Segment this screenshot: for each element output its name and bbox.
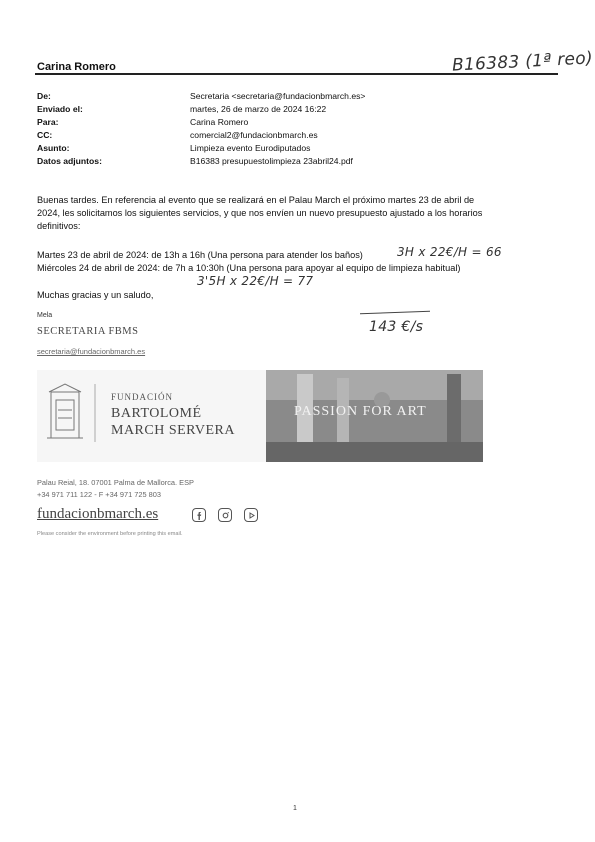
handwritten-underline bbox=[360, 311, 430, 314]
meta-value-to: Carina Romero bbox=[190, 117, 249, 127]
body-intro-line-2: 2024, les solicitamos los siguientes servicios, y que nos envíen un nuevo presupuesto ajustado a los horarios bbox=[37, 208, 483, 218]
footer-website-link[interactable]: fundacionbmarch.es bbox=[37, 506, 159, 522]
meta-label-cc: CC: bbox=[37, 130, 53, 140]
service-1-handwritten-note: 3H x 22€/H = 66 bbox=[397, 245, 502, 259]
meta-value-attachments[interactable]: B16383 presupuestolimpieza 23abril24.pdf bbox=[190, 156, 353, 166]
meta-value-subject: Limpieza evento Eurodiputados bbox=[190, 143, 311, 153]
handwritten-reference: B16383 (1ª reo) bbox=[451, 48, 594, 76]
body-intro-line-3: definitivos: bbox=[37, 221, 81, 231]
footer-address: Palau Reial, 18. 07001 Palma de Mallorca. ESP bbox=[37, 478, 194, 487]
signature-department: SECRETARIA FBMS bbox=[37, 326, 139, 337]
service-2-handwritten-note: 3'5H x 22€/H = 77 bbox=[197, 274, 314, 288]
meta-value-from: Secretaria <secretaria@fundacionbmarch.es> bbox=[190, 91, 366, 101]
meta-label-to: Para: bbox=[37, 117, 59, 127]
signature-name: Mela bbox=[37, 312, 53, 319]
header-rule bbox=[35, 73, 558, 75]
banner-label-line-2: MARCH SERVERA bbox=[111, 423, 236, 438]
service-line-1: Martes 23 de abril de 2024: de 13h a 16h (Una persona para atender los baños) bbox=[37, 250, 363, 260]
signature-email-link[interactable]: secretaria@fundacionbmarch.es bbox=[37, 347, 146, 356]
meta-value-sent: martes, 26 de marzo de 2024 16:22 bbox=[190, 104, 327, 114]
meta-value-cc: comercial2@fundacionbmarch.es bbox=[190, 130, 318, 140]
meta-label-sent: Enviado el: bbox=[37, 104, 83, 114]
banner-label-line-1: BARTOLOMÉ bbox=[111, 406, 202, 421]
meta-label-attachments: Datos adjuntos: bbox=[37, 156, 102, 166]
banner-slogan: PASSION FOR ART bbox=[294, 404, 427, 419]
footer-phones: +34 971 711 122 - F +34 971 725 803 bbox=[37, 490, 161, 499]
meta-label-subject: Asunto: bbox=[37, 143, 70, 153]
body-intro-line-1: Buenas tardes. En referencia al evento que se realizará en el Palau March el próximo martes 23 de abril de bbox=[37, 195, 475, 205]
page-number: 1 bbox=[293, 805, 297, 812]
youtube-icon[interactable] bbox=[244, 508, 258, 522]
banner-label-small: FUNDACIÓN bbox=[111, 392, 174, 402]
total-handwritten-note: 143 €/s bbox=[369, 319, 424, 335]
meta-label-from: De: bbox=[37, 91, 51, 101]
instagram-icon[interactable] bbox=[218, 508, 232, 522]
facebook-icon[interactable] bbox=[192, 508, 206, 522]
environment-notice: Please consider the environment before printing this email. bbox=[37, 531, 183, 537]
sender-name: Carina Romero bbox=[37, 61, 116, 73]
closing-line: Muchas gracias y un saludo, bbox=[37, 290, 154, 300]
foundation-banner bbox=[37, 370, 483, 462]
service-line-2: Miércoles 24 de abril de 2024: de 7h a 10:30h (Una persona para apoyar al equipo de limpieza habitual) bbox=[37, 263, 461, 273]
